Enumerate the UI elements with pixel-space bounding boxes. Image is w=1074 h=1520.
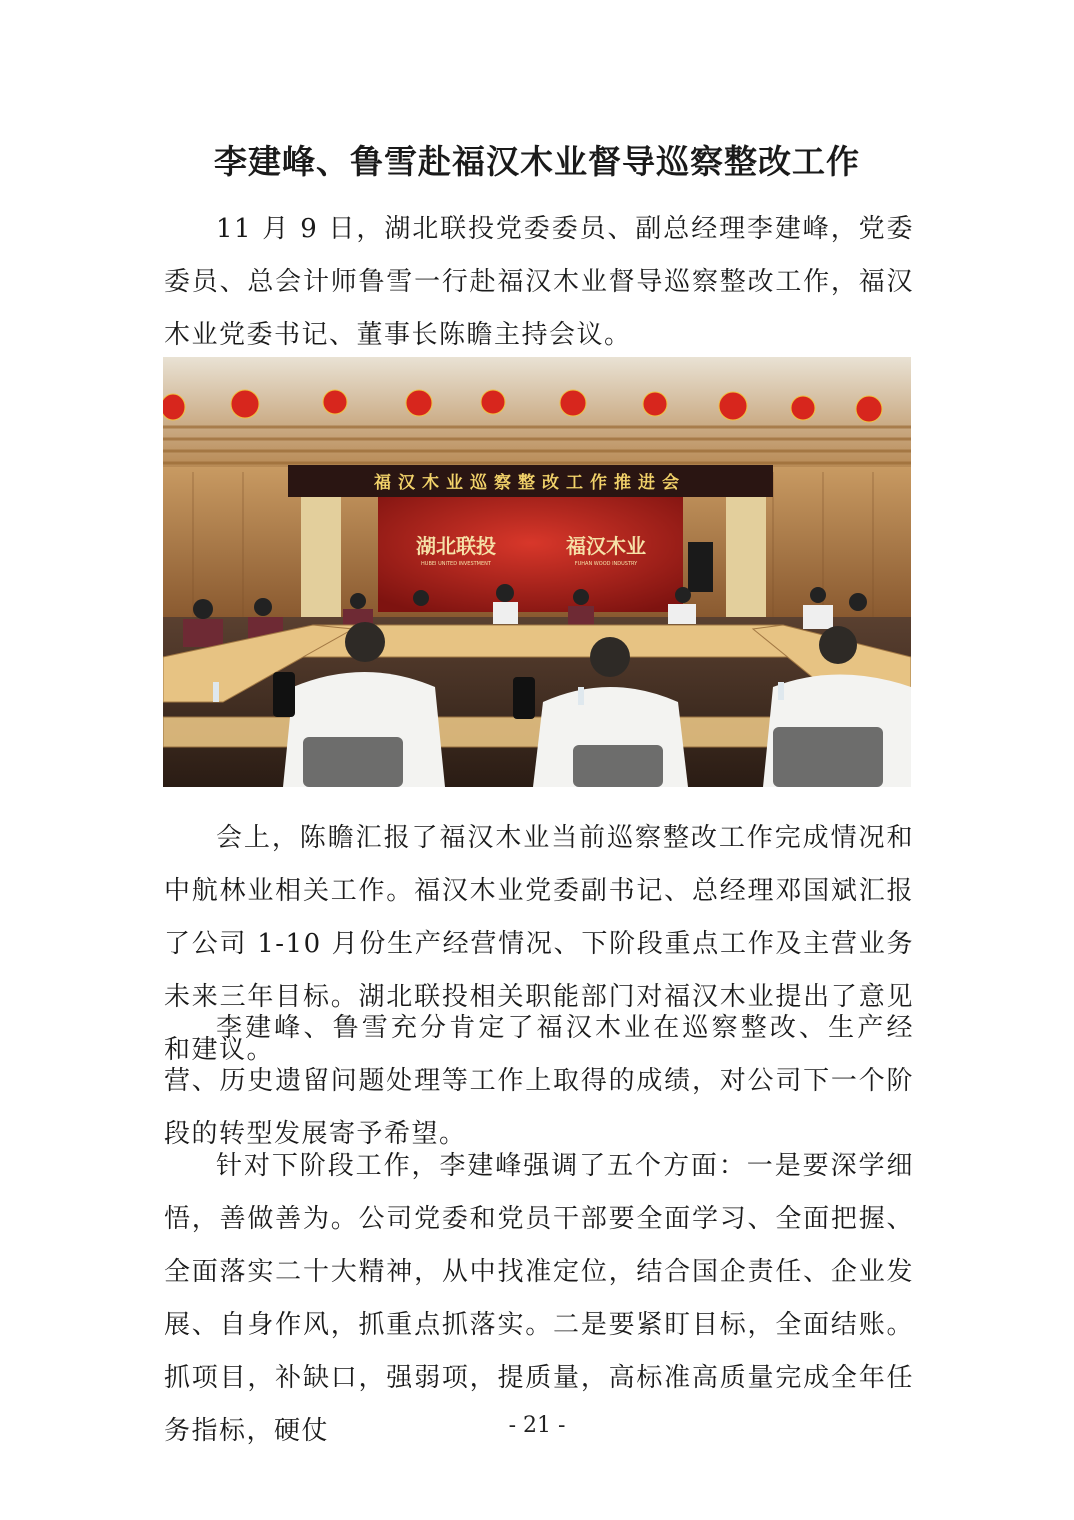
paragraph-1: 11 月 9 日，湖北联投党委委员、副总经理李建峰，党委委员、总会计师鲁雪一行赴福汉木业督导巡察整改工作，福汉木业党委书记、董事长陈瞻主持会议。	[164, 214, 914, 350]
paragraph-3: 李建峰、鲁雪充分肯定了福汉木业在巡察整改、生产经营、历史遗留问题处理等工作上取得的成绩，对公司下一个阶段的转型发展寄予希望。	[164, 1013, 914, 1149]
article-title: 李建峰、鲁雪赴福汉木业督导巡察整改工作	[214, 142, 860, 181]
banner-text: 福汉木业巡察整改工作推进会	[374, 473, 686, 493]
meeting-photo	[163, 357, 911, 787]
logo-right: 福汉木业	[566, 534, 646, 558]
logo-left-en: HUBEI UNITED INVESTMENT	[421, 561, 491, 567]
logo-left: 湖北联投	[416, 534, 496, 558]
paragraph-4: 针对下阶段工作，李建峰强调了五个方面：一是要深学细悟，善做善为。公司党委和党员干部要全面学习、全面把握、全面落实二十大精神，从中找准定位，结合国企责任、企业发展、自身作风，抓重点抓落实。二是要紧盯目标，全面结账。抓项目，补缺口，强弱项，提质量，高标准高质量完成全年任务指标，硬仗	[164, 1151, 914, 1446]
paragraph-2: 会上，陈瞻汇报了福汉木业当前巡察整改工作完成情况和中航林业相关工作。福汉木业党委副书记、总经理邓国斌汇报了公司 1-10 月份生产经营情况、下阶段重点工作及主营业务未来三年目标。湖北联投相关职能部门对福汉木业提出了意见和建议。	[164, 823, 914, 1065]
page-number: - 21 -	[508, 1413, 566, 1438]
logo-right-en: FUHAN WOOD INDUSTRY	[574, 561, 638, 567]
